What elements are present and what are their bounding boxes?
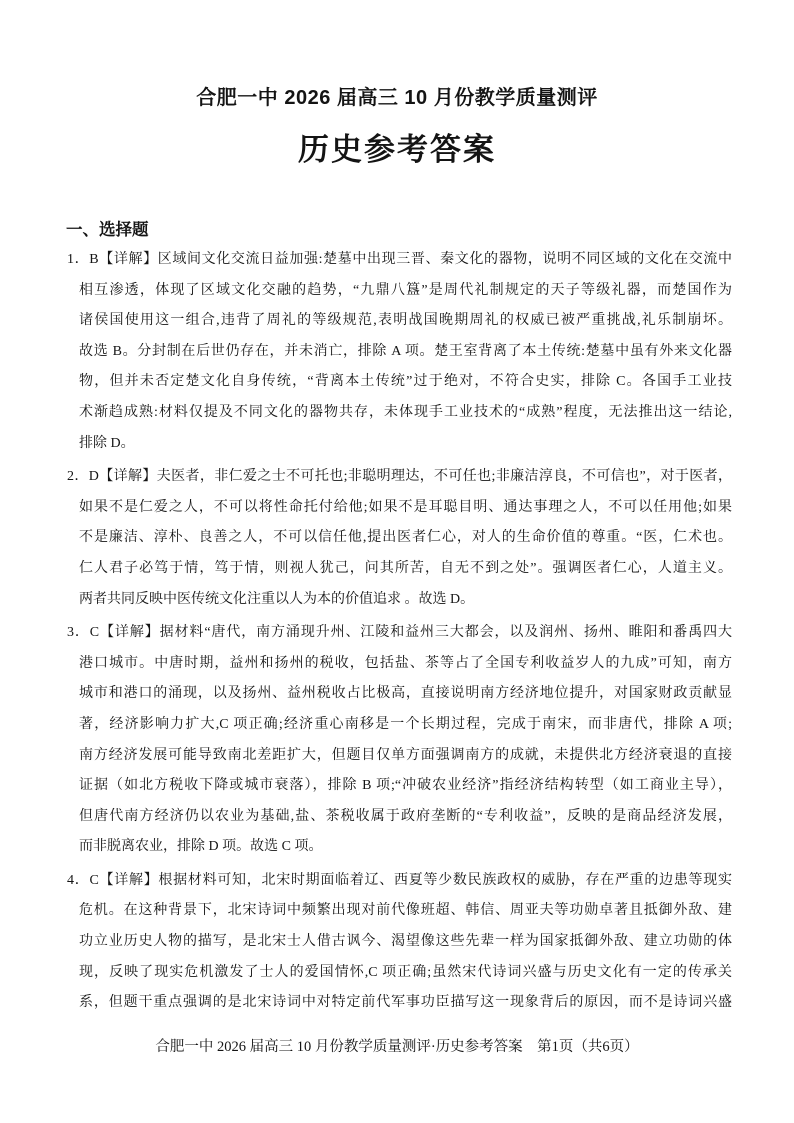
question-line: 证据（如北方税收下降或城市衰落），排除 B 项;“冲破农业经济”指经济结构转型（如工商业主导），	[79, 778, 732, 794]
question-line: 相互渗透，体现了区域文化交融的趋势，“九鼎八簋”是周代礼制规定的天子等级礼器，而楚国作为	[79, 282, 732, 298]
question-line: 而非脱离农业，排除 D 项。故选 C 项。	[79, 839, 323, 855]
section-heading-multiple-choice: 一、选择题	[66, 221, 149, 239]
question-line: 如果不是仁爱之人，不可以将性命托付给他;如果不是耳聪目明、通达事理之人，不可以任用他;如果	[79, 499, 732, 515]
question-line: 排除 D。	[79, 435, 135, 451]
question-line: 港口城市。中唐时期，益州和扬州的税收，包括盐、茶等占了全国专利收益岁人的九成”可知，南方	[79, 655, 732, 671]
question-line: 2．D【详解】夫医者，非仁爱之士不可托也;非聪明理达，不可任也;非廉洁淳良，不可信也”，对于医者，	[67, 469, 732, 485]
question-line: 但唐代南方经济仍以农业为基础,盐、茶税收属于政府垄断的“专利收益”，反映的是商品经济发展，	[79, 808, 732, 824]
question-line: 不是廉洁、淳朴、良善之人，不可以信任他,提出医者仁心，对人的生命价值的尊重。“医，仁术也。	[79, 530, 732, 546]
question-line: 故选 B。分封制在后世仍存在，并未消亡，排除 A 项。楚王室背离了本土传统:楚墓中虽有外来文化器	[79, 343, 732, 359]
question-line: 城市和港口的涌现，以及扬州、益州税收占比极高，直接说明南方经济地位提升，对国家财政贡献显	[79, 686, 732, 702]
question-line: 仁人君子必笃于情，笃于情，则视人犹己，问其所苦，自无不到之处”。强调医者仁心，人道主义。	[79, 560, 732, 576]
question-line: 3．C【详解】据材料“唐代，南方涌现升州、江陵和益州三大都会，以及润州、扬州、睢阳和番禹四大	[67, 625, 732, 641]
question-line: 1．B【详解】区域间文化交流日益加强:楚墓中出现三晋、秦文化的器物，说明不同区域的文化在交流中	[67, 252, 732, 267]
question-line: 两者共同反映中医传统文化注重以人为本的价值追求 。故选 D。	[79, 591, 475, 607]
document-title: 历史参考答案	[298, 132, 496, 167]
answers-list	[67, 245, 732, 1022]
question-line: 物，但并未否定楚文化自身传统，“背离本土传统”过于绝对，不符合史实，排除 C。各国手工业技	[79, 374, 732, 390]
exam-header-title: 合肥一中 2026 届高三 10 月份教学质量测评	[196, 87, 598, 109]
question-line: 现，反映了现实危机激发了士人的爱国情怀,C 项正确;虽然宋代诗词兴盛与历史文化有一定的传承关	[79, 964, 732, 980]
question-line: 南方经济发展可能导致南北差距扩大，但题目仅单方面强调南方的成就，未提供北方经济衰退的直接	[79, 747, 732, 763]
question-line: 系，但题干重点强调的是北宋诗词中对特定前代军事功臣描写这一现象背后的原因，而不是诗词兴盛	[79, 995, 732, 1011]
question-line: 诸侯国使用这一组合,违背了周礼的等级规范,表明战国晚期周礼的权威已被严重挑战,礼乐制崩坏。	[79, 313, 732, 329]
question-line: 术渐趋成熟:材料仅提及不同文化的器物共存，未体现手工业技术的“成熟”程度，无法推出这一结论,	[79, 404, 732, 420]
question-line: 著，经济影响力扩大,C 项正确;经济重心南移是一个长期过程，完成于南宋，而非唐代，排除 A 项;	[79, 716, 732, 732]
question-line: 危机。在这种背景下，北宋诗词中频繁出现对前代像班超、韩信、周亚夫等功勋卓著且抵御外敌、建	[79, 903, 732, 919]
question-2-answer	[67, 462, 732, 615]
question-1-answer	[67, 245, 732, 459]
question-line: 功立业历史人物的描写，是北宋士人借古讽今、渴望像这些先辈一样为国家抵御外敌、建立功勋的体	[79, 934, 732, 950]
question-4-answer	[67, 866, 732, 1019]
page-footer: 合肥一中 2026 届高三 10 月份教学质量测评·历史参考答案 第1页（共6页）	[155, 1039, 639, 1055]
question-3-answer	[67, 618, 732, 863]
question-line: 4．C【详解】根据材料可知，北宋时期面临着辽、西夏等少数民族政权的威胁，存在严重的边患等现实	[67, 872, 732, 888]
